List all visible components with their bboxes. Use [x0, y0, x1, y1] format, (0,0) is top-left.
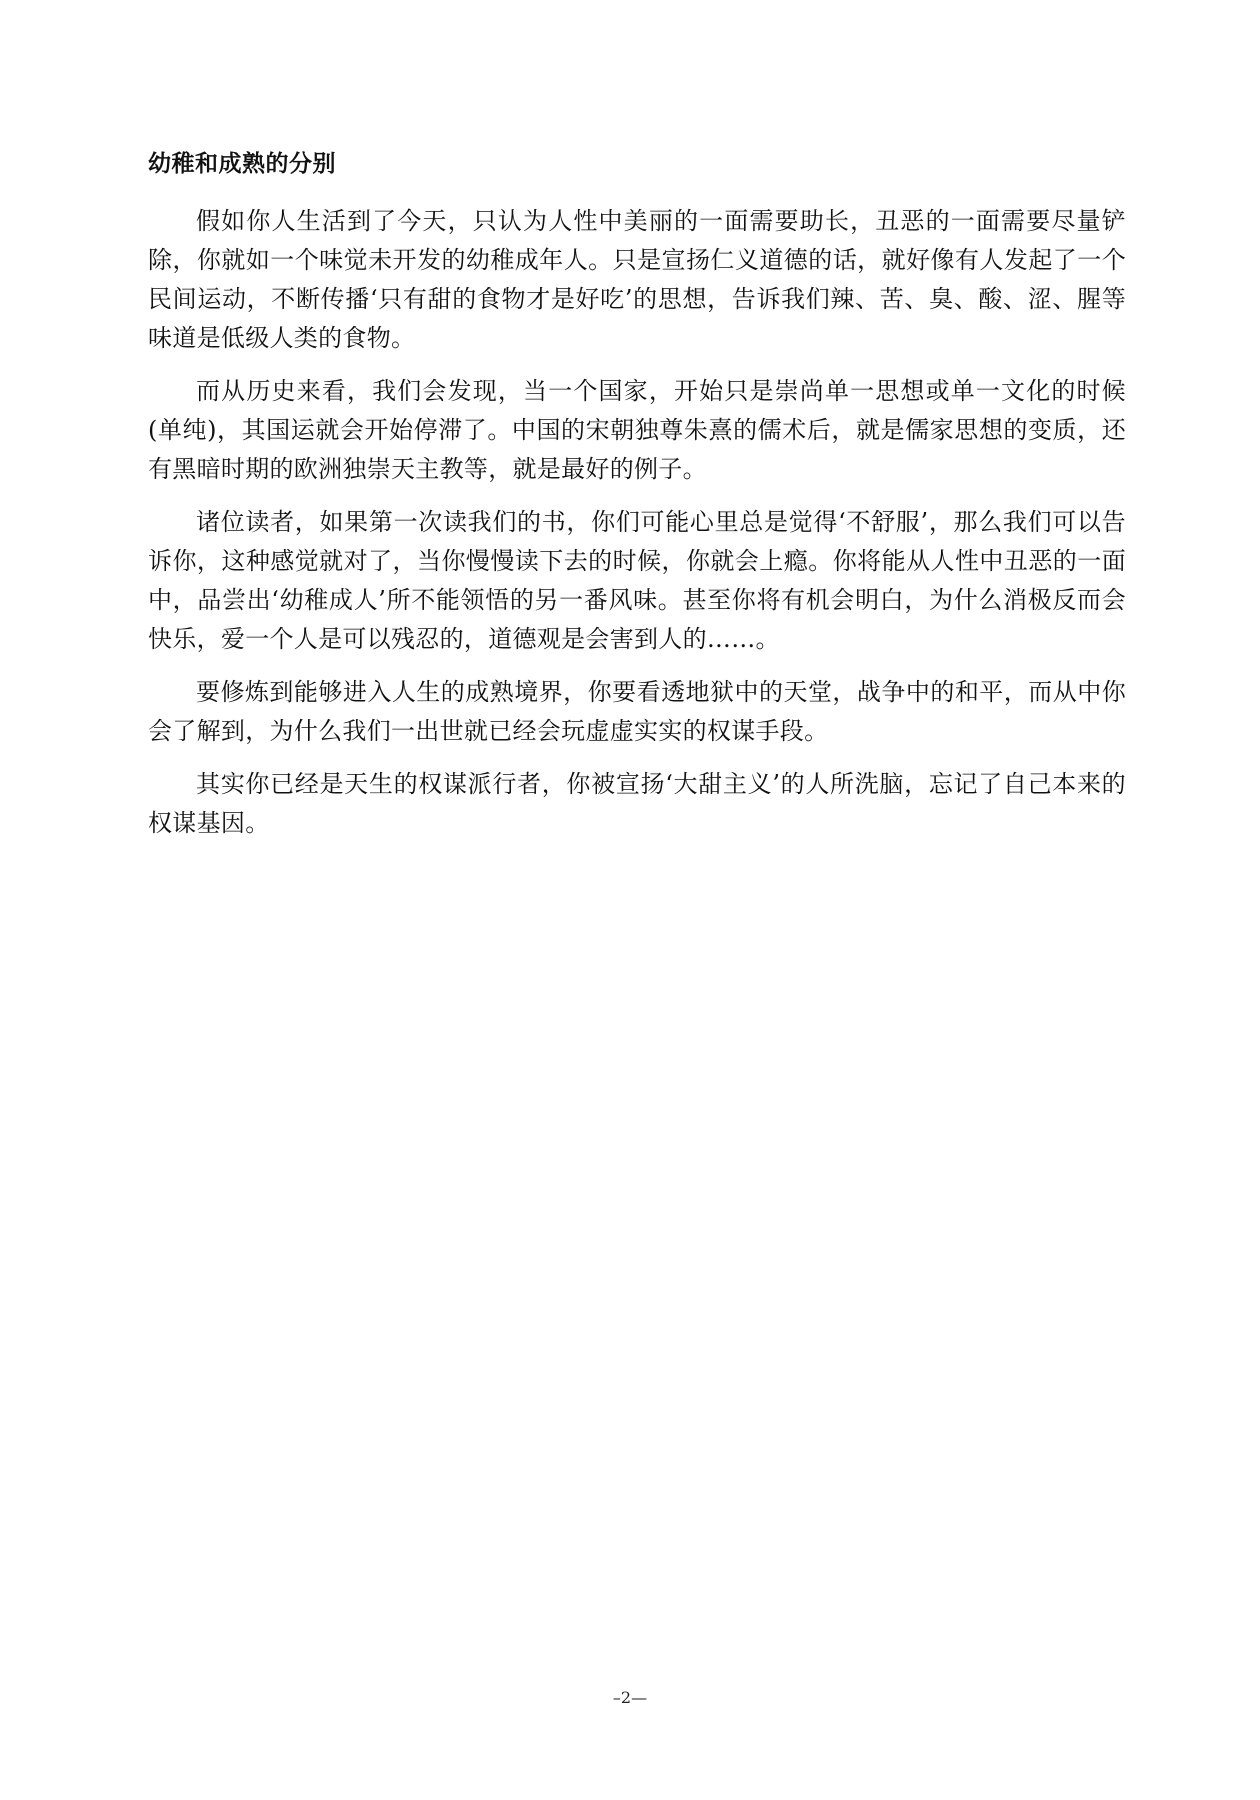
page-number: –2— — [612, 1688, 648, 1707]
paragraph-1: 假如你人生活到了今天，只认为人性中美丽的一面需要助长，丑恶的一面需要尽量铲除，你就如一个味觉未开发的幼稚成年人。只是宣扬仁义道德的话，就好像有人发起了一个民间运动，不断传播‘只有甜的食物才是好吃’的思想，告诉我们辣、苦、臭、酸、涩、腥等味道是低级人类的食物。 — [148, 207, 1126, 352]
section-heading: 幼稚和成熟的分别 — [148, 151, 336, 177]
paragraph-5: 其实你已经是天生的权谋派行者，你被宣扬‘大甜主义’的人所洗脑，忘记了自己本来的权谋基因。 — [148, 770, 1126, 837]
paragraph-2: 而从历史来看，我们会发现，当一个国家，开始只是崇尚单一思想或单一文化的时候(单纯)，其国运就会开始停滞了。中国的宋朝独尊朱熹的儒术后，就是儒家思想的变质，还有黑暗时期的欧洲独崇天主教等，就是最好的例子。 — [148, 377, 1126, 483]
paragraph-3: 诸位读者，如果第一次读我们的书，你们可能心里总是觉得‘不舒服’，那么我们可以告诉你，这种感觉就对了，当你慢慢读下去的时候，你就会上瘾。你将能从人性中丑恶的一面中，品尝出‘幼稚成人’所不能领悟的另一番风味。甚至你将有机会明白，为什么消极反而会快乐，爱一个人是可以残忍的，道德观是会害到人的……。 — [148, 508, 1126, 653]
paragraph-4: 要修炼到能够进入人生的成熟境界，你要看透地狱中的天堂，战争中的和平，而从中你会了解到，为什么我们一出世就已经会玩虚虚实实的权谋手段。 — [148, 678, 1126, 745]
document-body — [148, 148, 1126, 857]
